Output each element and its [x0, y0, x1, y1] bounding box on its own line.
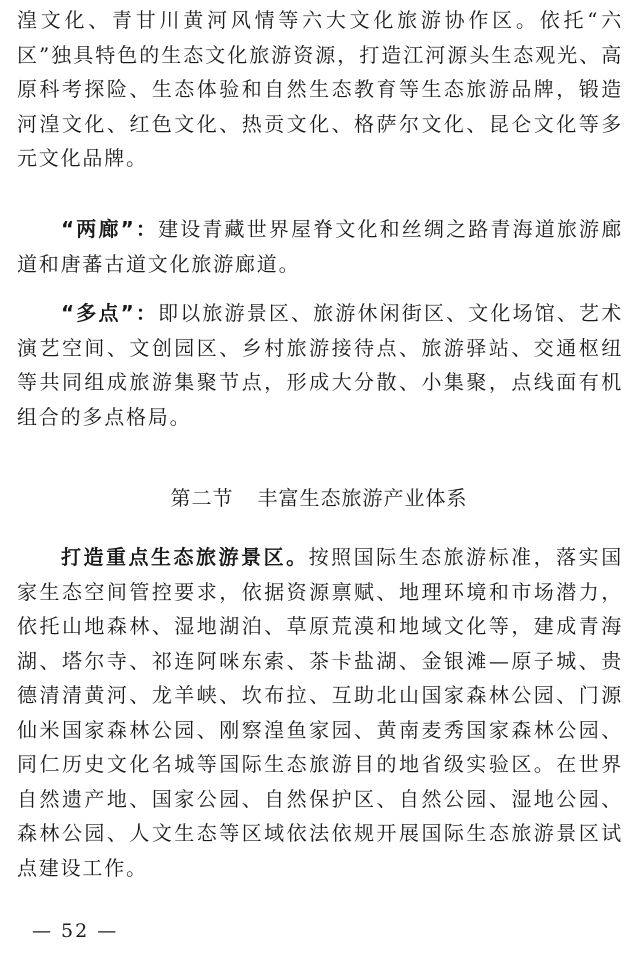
page-number: — 52 —	[32, 920, 119, 942]
section-title: 丰富生态旅游产业体系	[257, 486, 468, 510]
paragraph-text: 建设青藏世界屋脊文化和丝绸之路青海道旅游廊道和唐蕃古道文化旅游廊道。	[17, 217, 623, 276]
paragraph-two-corridors	[17, 212, 623, 281]
paragraph-multiple-points	[17, 296, 623, 434]
lead-sentence: 打造重点生态旅游景区。	[61, 545, 309, 569]
paragraph-six-zones-continued	[17, 3, 623, 176]
paragraph-text: 湟文化、青甘川黄河风情等六大文化旅游协作区。依托“六区”独具特色的生态文化旅游资源，打造江河源头生态观光、高原科考探险、生态体验和自然生态教育等生态旅游品牌，锻造河湟文化、红色文化、热贡文化、格萨尔文化、昆仑文化等多元文化品牌。	[17, 8, 623, 170]
paragraph-text: 按照国际生态旅游标准，落实国家生态空间管控要求，依据资源禀赋、地理环境和市场潜力，依托山地森林、湿地湖泊、草原荒漠和地域文化等，建成青海湖、塔尔寺、祁连阿咪东索、茶卡盐湖、金银滩—原子城、贵德清清黄河、龙羊峡、坎布拉、互助北山国家森林公园、门源仙米国家森林公园、刚察湟鱼家园、黄南麦秀国家森林公园、同仁历史文化名城等国际生态旅游目的地省级实验区。在世界自然遗产地、国家公园、自然保护区、自然公园、湿地公园、森林公园、人文生态等区域依法依规开展国际生态旅游景区试点建设工作。	[17, 545, 623, 880]
term-multiple-points: “多点”：	[61, 301, 159, 325]
paragraph-text: 即以旅游景区、旅游休闲街区、文化场馆、艺术演艺空间、文创园区、乡村旅游接待点、旅游驿站、交通枢纽等共同组成旅游集聚节点，形成大分散、小集聚，点线面有机组合的多点格局。	[17, 301, 623, 429]
section-heading	[0, 483, 638, 513]
paragraph-scenic-areas	[17, 540, 623, 885]
term-two-corridors: “两廊”：	[61, 217, 159, 241]
section-number: 第二节	[170, 486, 234, 510]
